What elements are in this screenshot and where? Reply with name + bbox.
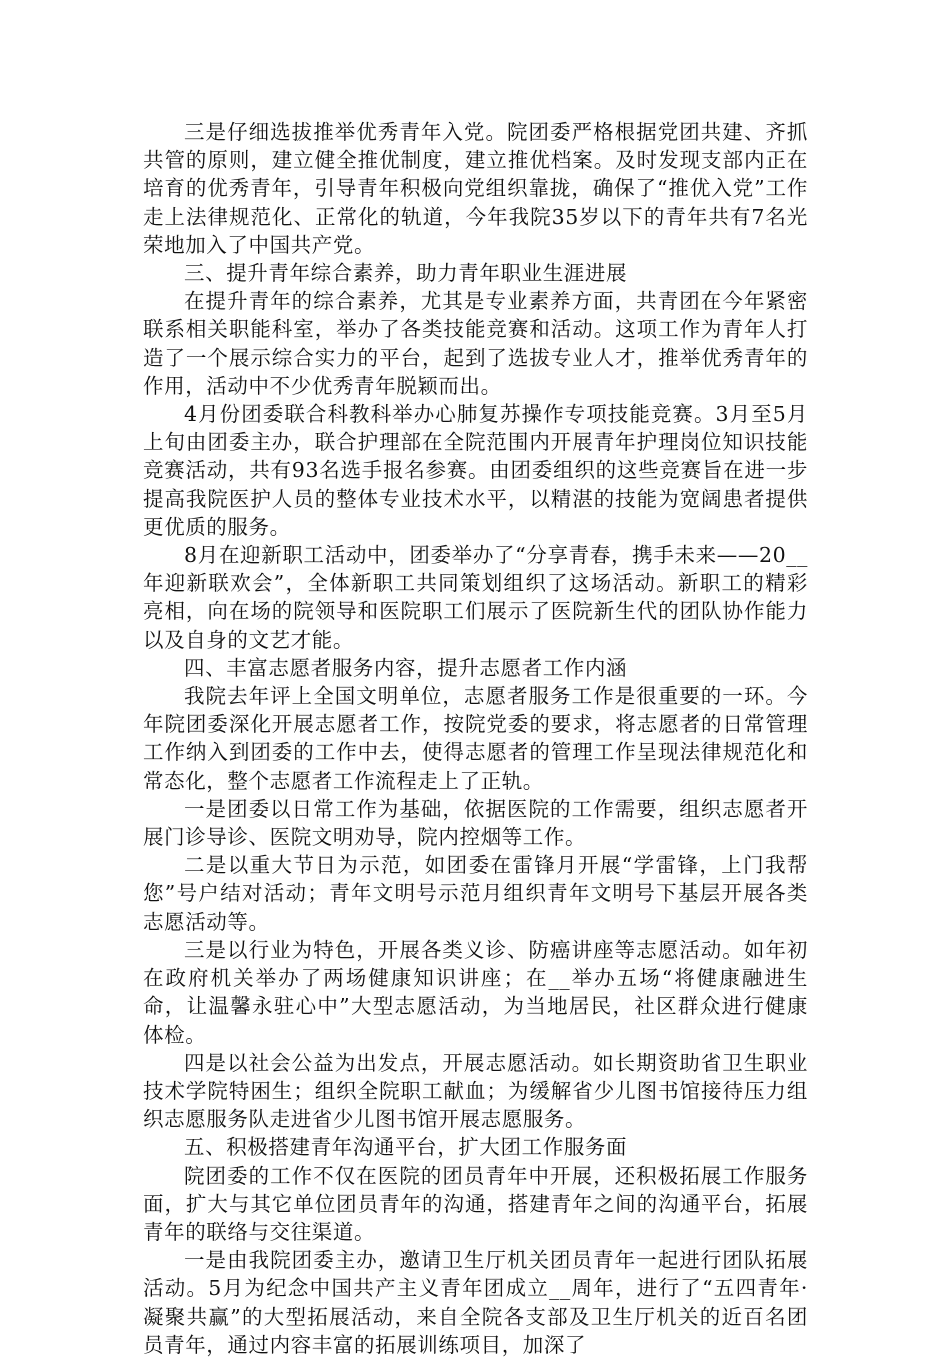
paragraph: 一是由我院团委主办，邀请卫生厅机关团员青年一起进行团队拓展活动。5月为纪念中国共产主义青年团成立__周年，进行了“五四青年·凝聚共赢”的大型拓展活动，来自全院各支部及卫生厅机关的近百名团员青年，通过内容丰富的拓展训练项目，加深了 xyxy=(143,1248,808,1357)
paragraph: 8月在迎新职工活动中，团委举办了“分享青春，携手未来——20__年迎新联欢会”，全体新职工共同策划组织了这场活动。新职工的精彩亮相，向在场的院领导和医院职工们展示了医院新生代的团队协作能力以及自身的文艺才能。 xyxy=(143,543,808,652)
paragraph: 三是以行业为特色，开展各类义诊、防癌讲座等志愿活动。如年初在政府机关举办了两场健康知识讲座；在__举办五场“将健康融进生命，让温馨永驻心中”大型志愿活动，为当地居民，社区群众进行健康体检。 xyxy=(143,937,808,1047)
paragraph: 我院去年评上全国文明单位，志愿者服务工作是很重要的一环。今年院团委深化开展志愿者工作，按院党委的要求，将志愿者的日常管理工作纳入到团委的工作中去，使得志愿者的管理工作呈现法律规范化和常态化，整个志愿者工作流程走上了正轨。 xyxy=(143,684,808,793)
paragraph: 一是团委以日常工作为基础，依据医院的工作需要，组织志愿者开展门诊导诊、医院文明劝导，院内控烟等工作。 xyxy=(143,796,808,850)
paragraph: 在提升青年的综合素养，尤其是专业素养方面，共青团在今年紧密联系相关职能科室，举办了各类技能竞赛和活动。这项工作为青年人打造了一个展示综合实力的平台，起到了选拔专业人才，推举优秀青年的作用，活动中不少优秀青年脱颖而出。 xyxy=(143,289,808,398)
section-heading: 三、提升青年综合素养，助力青年职业生涯进展 xyxy=(184,261,628,286)
paragraph: 四是以社会公益为出发点，开展志愿活动。如长期资助省卫生职业技术学院特困生；组织全院职工献血；为缓解省少儿图书馆接待压力组织志愿服务队走进省少儿图书馆开展志愿服务。 xyxy=(143,1050,808,1132)
paragraph: 4月份团委联合科教科举办心肺复苏操作专项技能竞赛。3月至5月上旬由团委主办，联合护理部在全院范围内开展青年护理岗位知识技能竞赛活动，共有93名选手报名参赛。由团委组织的这些竞赛旨在进一步提高我院医护人员的整体专业技术水平，以精湛的技能为宽阔患者提供更优质的服务。 xyxy=(143,402,808,539)
paragraph: 二是以重大节日为示范，如团委在雷锋月开展“学雷锋，上门我帮您”号户结对活动；青年文明号示范月组织青年文明号下基层开展各类志愿活动等。 xyxy=(143,853,808,934)
paragraph: 三是仔细选拔推举优秀青年入党。院团委严格根据党团共建、齐抓共管的原则，建立健全推优制度，建立推优档案。及时发现支部内正在培育的优秀青年，引导青年积极向党组织靠拢，确保了“推优入党”工作走上法律规范化、正常化的轨道，今年我院35岁以下的青年共有7名光荣地加入了中国共产党。 xyxy=(143,120,808,257)
paragraph: 院团委的工作不仅在医院的团员青年中开展，还积极拓展工作服务面，扩大与其它单位团员青年的沟通，搭建青年之间的沟通平台，拓展青年的联络与交往渠道。 xyxy=(143,1163,808,1244)
document-body xyxy=(143,118,808,1359)
section-heading: 五、积极搭建青年沟通平台，扩大团工作服务面 xyxy=(184,1135,628,1160)
section-heading: 四、丰富志愿者服务内容，提升志愿者工作内涵 xyxy=(184,655,628,680)
